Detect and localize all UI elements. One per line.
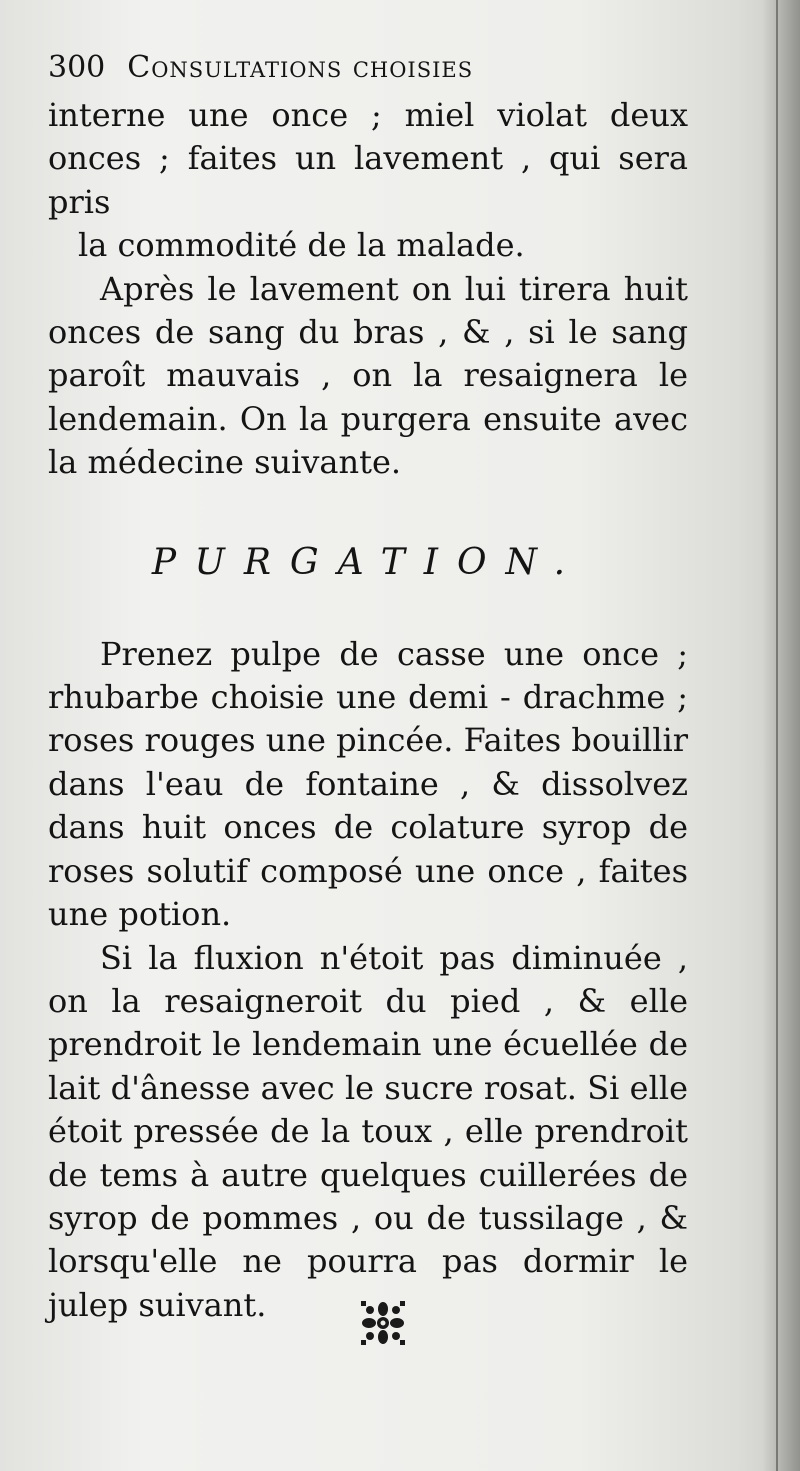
section-heading: PURGATION.: [151, 541, 585, 583]
paragraph-bleeding: Après le lavement on lui tirera huit onces de sang du bras , & , si le sang paroît mauvais , on la resaignera le lendemain. On la purgera ensuite avec la médecine suivante.: [48, 269, 688, 482]
running-head: [48, 42, 688, 94]
paragraph-continued: interne une once ; miel violat deux onces ; faites un lavement , qui sera pris: [48, 96, 688, 221]
page-number: 300: [48, 50, 106, 85]
paragraph-followup: Si la fluxion n'étoit pas diminuée , on la resaigneroit du pied , & elle prendroit le lendemain une écuellée de lait d'ânesse avec le sucre rosat. Si elle étoit pressée de la toux , elle prendroit de tems à autre quelques cuillerées de syrop de pommes , ou de tussilage , & lorsqu'elle ne pourra pas dormir le julep suivant.: [48, 938, 688, 1324]
running-title: Consultations choisies: [127, 50, 474, 85]
page-edge: [776, 0, 778, 1471]
page-gutter-shadow: [762, 0, 800, 1471]
paragraph-line: la commodité de la malade.: [78, 226, 525, 265]
paragraph-recipe: Prenez pulpe de casse une once ; rhubarbe choisie une demi - drachme ; roses rouges une pincée. Faites bouillir dans l'eau de fontaine , & dissolvez dans huit onces de colature syrop de roses solutif composé une once , faites une potion.: [48, 634, 688, 934]
text-block: [48, 42, 688, 1327]
floral-ornament-icon: [358, 1298, 408, 1348]
